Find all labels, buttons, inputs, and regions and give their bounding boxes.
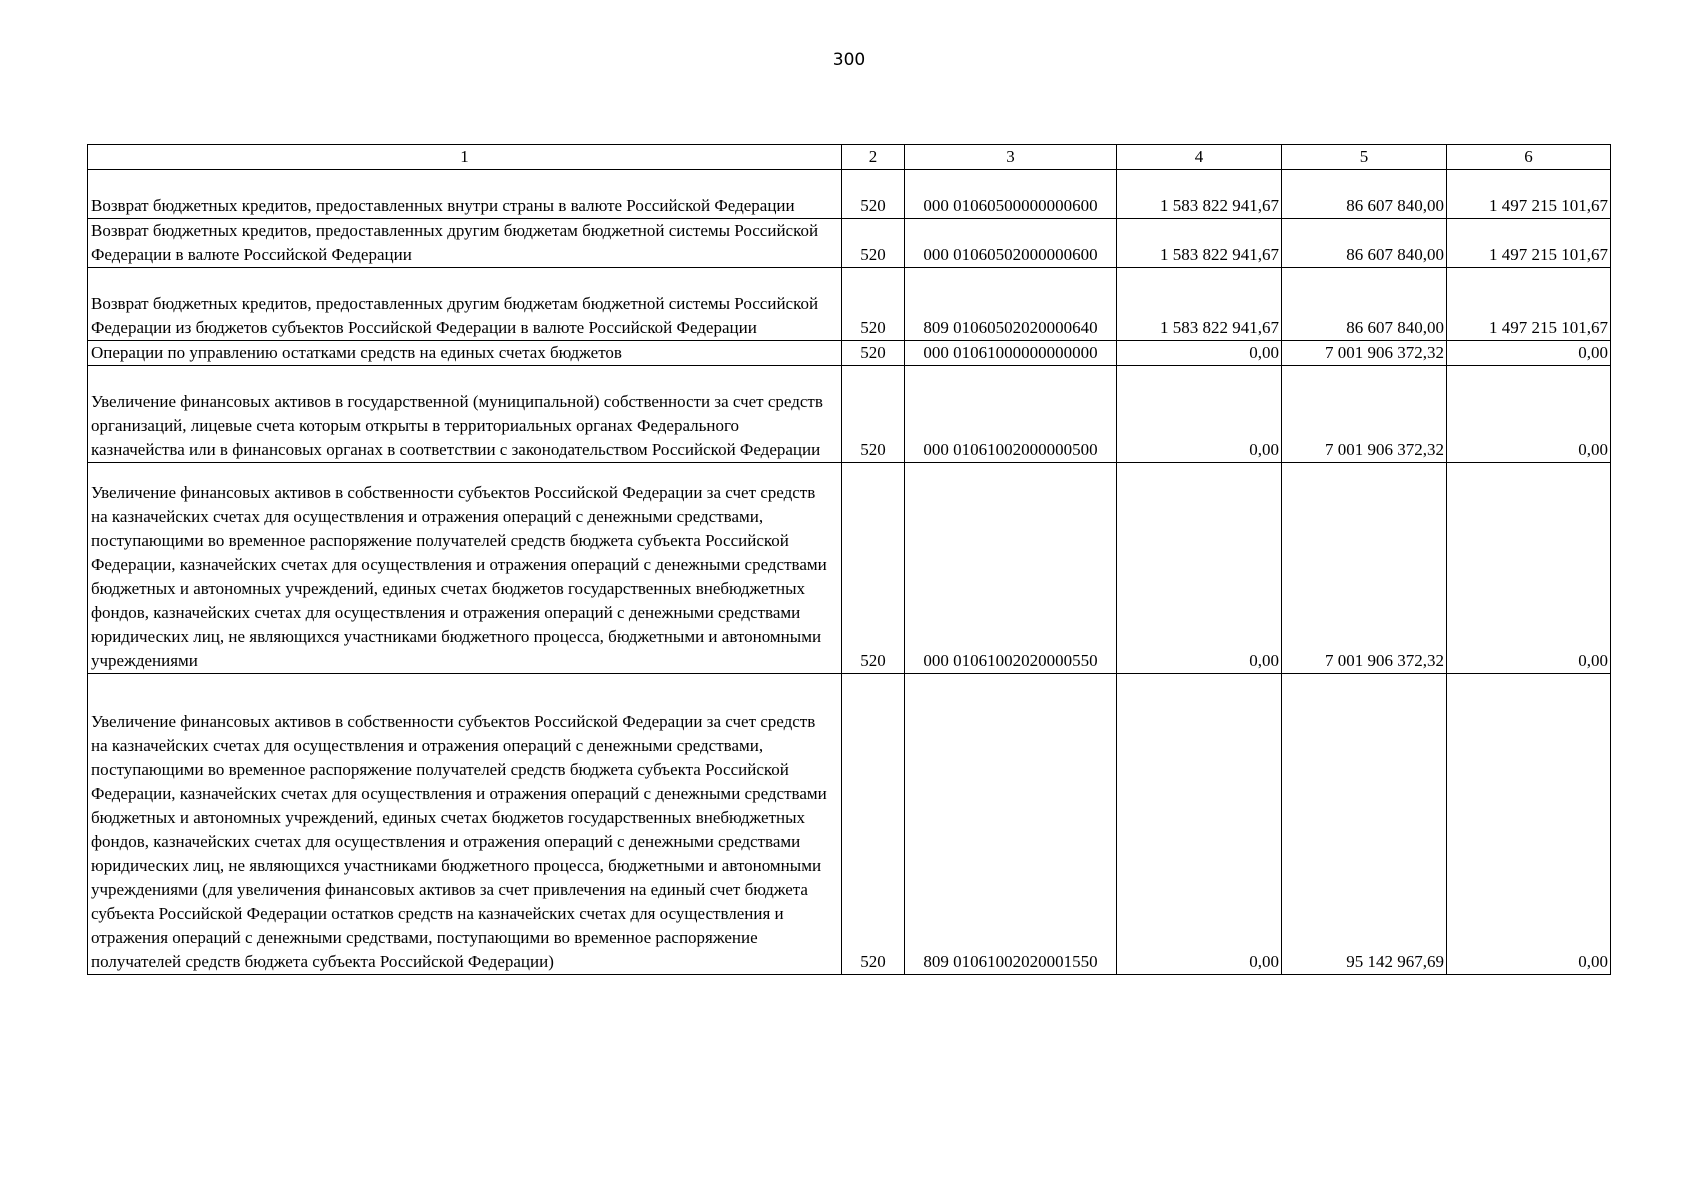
row-code: 520 (842, 268, 905, 341)
table-header-row (88, 145, 1611, 170)
page-number: 300 (832, 50, 866, 70)
table-row (88, 268, 1611, 341)
row-kbk: 000 01060502000000600 (905, 219, 1117, 268)
row-col5: 86 607 840,00 (1282, 170, 1447, 219)
row-col4: 1 583 822 941,67 (1117, 219, 1282, 268)
row-kbk: 000 01060500000000600 (905, 170, 1117, 219)
row-name-cell (88, 341, 842, 366)
row-name-cell (88, 366, 842, 463)
row-code: 520 (842, 463, 905, 674)
row-col6: 1 497 215 101,67 (1447, 268, 1611, 341)
row-col5: 95 142 967,69 (1282, 674, 1447, 975)
header-cell-3: 3 (905, 145, 1117, 170)
row-kbk: 000 01061002000000500 (905, 366, 1117, 463)
header-cell-1: 1 (88, 145, 842, 170)
row-code: 520 (842, 170, 905, 219)
row-name: Увеличение финансовых активов в собственности субъектов Российской Федерации за счет средств на казначейских счетах для осуществления и отражения операций с денежными средствами, поступающими во временное распоряжение получателей средств бюджета субъекта Российской Федерации, казначейских счетах для осуществления и отражения операций с денежными средствами бюджетных и автономных учреждений, единых счетах бюджетов государственных внебюджетных фондов, казначейских счетах для осуществления и отражения операций с денежными средствами юридических лиц, не являющихся участниками бюджетного процесса, бюджетными и автономными учреждениями (для увеличения финансовых активов за счет привлечения на единый счет бюджета субъекта Российской Федерации остатков средств на казначейских счетах для осуществления и отражения операций с денежными средствами, поступающими во временное распоряжение получателей средств бюджета субъекта Российской Федерации) (91, 712, 827, 971)
header-cell-2: 2 (842, 145, 905, 170)
row-kbk: 000 01061000000000000 (905, 341, 1117, 366)
header-cell-6: 6 (1447, 145, 1611, 170)
row-code: 520 (842, 219, 905, 268)
table-row (88, 366, 1611, 463)
row-col4: 0,00 (1117, 366, 1282, 463)
row-col4: 0,00 (1117, 674, 1282, 975)
row-name: Увеличение финансовых активов в собственности субъектов Российской Федерации за счет средств на казначейских счетах для осуществления и отражения операций с денежными средствами, поступающими во временное распоряжение получателей средств бюджета субъекта Российской Федерации, казначейских счетах для осуществления и отражения операций с денежными средствами бюджетных и автономных учреждений, единых счетах бюджетов государственных внебюджетных фондов, казначейских счетах для осуществления и отражения операций с денежными средствами юридических лиц, не являющихся участниками бюджетного процесса, бюджетными и автономными учреждениями (91, 483, 827, 670)
row-kbk: 809 01061002020001550 (905, 674, 1117, 975)
row-col4: 0,00 (1117, 341, 1282, 366)
row-col4: 0,00 (1117, 463, 1282, 674)
row-kbk: 000 01061002020000550 (905, 463, 1117, 674)
budget-table (87, 144, 1611, 975)
header-cell-5: 5 (1282, 145, 1447, 170)
row-name-cell (88, 463, 842, 674)
row-col5: 7 001 906 372,32 (1282, 366, 1447, 463)
row-col5: 7 001 906 372,32 (1282, 463, 1447, 674)
row-name-cell (88, 170, 842, 219)
row-name: Увеличение финансовых активов в государственной (муниципальной) собственности за счет средств организаций, лицевые счета которым открыты в территориальных органах Федерального казначейства или в финансовых органах в соответствии с законодательством Российской Федерации (91, 392, 823, 459)
header-cell-4: 4 (1117, 145, 1282, 170)
row-name: Операции по управлению остатками средств на единых счетах бюджетов (91, 343, 622, 362)
row-col4: 1 583 822 941,67 (1117, 170, 1282, 219)
row-col6: 0,00 (1447, 341, 1611, 366)
row-col5: 7 001 906 372,32 (1282, 341, 1447, 366)
row-name: Возврат бюджетных кредитов, предоставленных другим бюджетам бюджетной системы Российской Федерации в валюте Российской Федерации (91, 221, 819, 264)
row-col6: 1 497 215 101,67 (1447, 219, 1611, 268)
row-col5: 86 607 840,00 (1282, 268, 1447, 341)
table-row (88, 341, 1611, 366)
table-row (88, 674, 1611, 975)
table-row (88, 219, 1611, 268)
row-col6: 0,00 (1447, 366, 1611, 463)
table-row (88, 463, 1611, 674)
row-col4: 1 583 822 941,67 (1117, 268, 1282, 341)
row-name: Возврат бюджетных кредитов, предоставленных другим бюджетам бюджетной системы Российской Федерации из бюджетов субъектов Российской Федерации в валюте Российской Федерации (91, 294, 819, 337)
row-code: 520 (842, 366, 905, 463)
row-col5: 86 607 840,00 (1282, 219, 1447, 268)
table-row (88, 170, 1611, 219)
row-name: Возврат бюджетных кредитов, предоставленных внутри страны в валюте Российской Федерации (91, 196, 795, 215)
row-name-cell (88, 219, 842, 268)
row-name-cell (88, 674, 842, 975)
row-name-cell (88, 268, 842, 341)
row-kbk: 809 01060502020000640 (905, 268, 1117, 341)
row-code: 520 (842, 341, 905, 366)
row-code: 520 (842, 674, 905, 975)
row-col6: 0,00 (1447, 674, 1611, 975)
row-col6: 0,00 (1447, 463, 1611, 674)
row-col6: 1 497 215 101,67 (1447, 170, 1611, 219)
